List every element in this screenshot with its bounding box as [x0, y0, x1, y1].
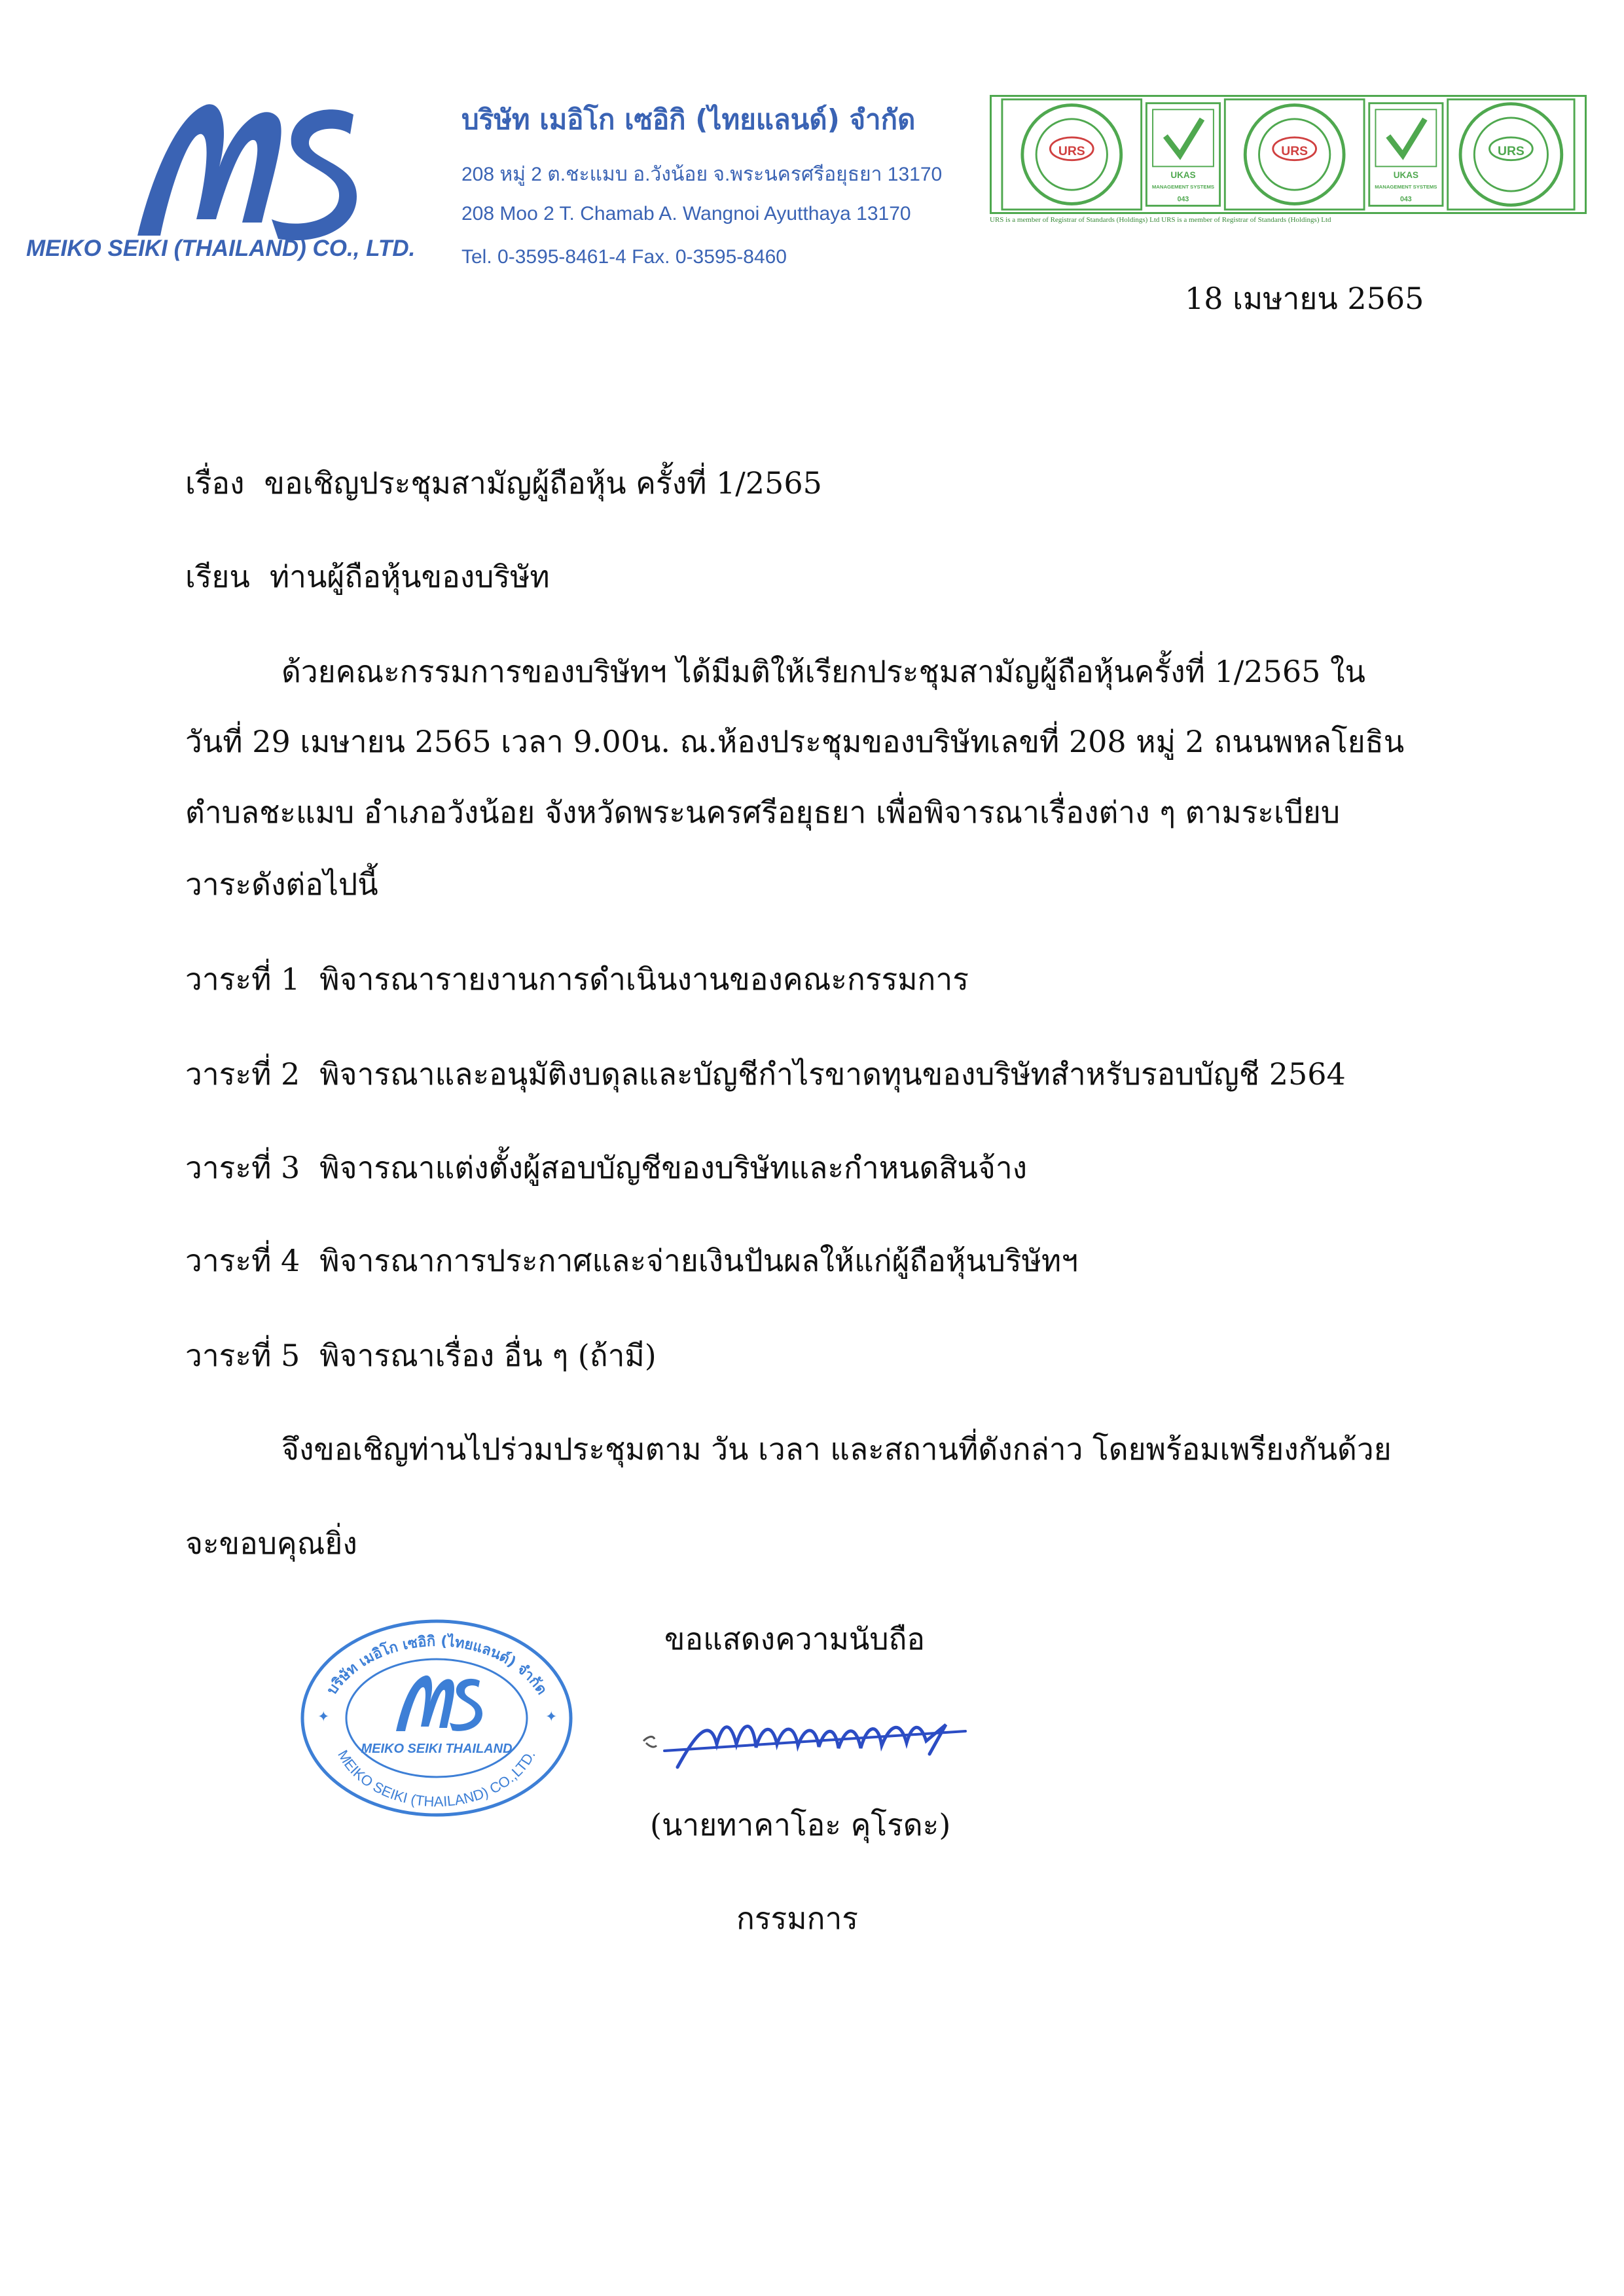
- company-name-th: บริษัท เมอิโก เซอิกิ (ไทยแลนด์) จำกัด: [461, 103, 916, 135]
- agenda-text: พิจารณารายงานการดำเนินงานของคณะกรรมการ: [319, 961, 969, 997]
- body-line-1: ด้วยคณะกรรมการของบริษัทฯ ได้มีมติให้เรียกประชุมสามัญผู้ถือหุ้นครั้งที่ 1/2565 ใน: [281, 654, 1365, 689]
- svg-text:✦: ✦: [545, 1709, 558, 1725]
- letter-date: 18 เมษายน 2565: [1185, 281, 1424, 316]
- body-line-4: วาระดังต่อไปนี้: [185, 867, 378, 902]
- company-address-en: 208 Moo 2 T. Chamab A. Wangnoi Ayutthaya 13170: [461, 203, 911, 224]
- cert-2-sub: MANAGEMENT SYSTEMS: [1151, 184, 1215, 190]
- salutation-text: ท่านผู้ถือหุ้นของบริษัท: [269, 559, 550, 594]
- agenda-label: วาระที่ 4: [185, 1243, 300, 1278]
- agenda-label: วาระที่ 3: [185, 1150, 300, 1185]
- cert-5-label: URS: [1497, 143, 1525, 158]
- subject-text: ขอเชิญประชุมสามัญผู้ถือหุ้น ครั้งที่ 1/2565: [264, 465, 822, 501]
- closing-line-2: จะขอบคุณยิ่ง: [185, 1526, 357, 1561]
- cert-2-label: UKAS: [1170, 170, 1196, 180]
- company-address-th: 208 หมู่ 2 ต.ชะแมบ อ.วังน้อย จ.พระนครศรีอยุธยา 13170: [461, 164, 943, 185]
- agenda-text: พิจารณาและอนุมัติงบดุลและบัญชีกำไรขาดทุนของบริษัทสำหรับรอบบัญชี 2564: [319, 1056, 1346, 1092]
- body-line-3: ตำบลชะแมบ อำเภอวังน้อย จังหวัดพระนครศรีอยุธยา เพื่อพิจารณาเรื่องต่าง ๆ ตามระเบียบ: [185, 795, 1341, 830]
- company-stamp: [298, 1617, 576, 1820]
- agenda-text: พิจารณาแต่งตั้งผู้สอบบัญชีของบริษัทและกำหนดสินจ้าง: [319, 1150, 1028, 1185]
- agenda-item-2: [185, 1050, 1346, 1098]
- cert-4-sub: MANAGEMENT SYSTEMS: [1375, 184, 1437, 190]
- agenda-item-5: [185, 1332, 657, 1380]
- signatory-title: กรรมการ: [736, 1901, 858, 1936]
- agenda-item-1: [185, 956, 969, 1003]
- salutation-label: เรียน: [185, 559, 250, 594]
- handwritten-signature: [638, 1705, 979, 1777]
- agenda-text: พิจารณาเรื่อง อื่น ๆ (ถ้ามี): [319, 1338, 657, 1373]
- certification-logos: [990, 95, 1587, 214]
- stamp-center-text: MEIKO SEIKI THAILAND: [361, 1742, 513, 1756]
- stamp-outer-top: บริษัท เมอิโก เซอิกิ (ไทยแลนด์) จำกัด: [323, 1633, 550, 1698]
- cert-4-code: 043: [1400, 195, 1412, 204]
- closing-line-1: จึงขอเชิญท่านไปร่วมประชุมตาม วัน เวลา และสถานที่ดังกล่าว โดยพร้อมเพรียงกันด้วย: [281, 1431, 1392, 1467]
- cert-2-code: 043: [1177, 195, 1189, 204]
- svg-text:✦: ✦: [317, 1709, 330, 1725]
- body-line-2: วันที่ 29 เมษายน 2565 เวลา 9.00น. ณ.ห้องประชุมของบริษัทเลขที่ 208 หมู่ 2 ถนนพหลโยธิน: [185, 724, 1405, 759]
- cert-3-label: URS: [1281, 143, 1308, 158]
- cert-1-label: URS: [1058, 143, 1085, 158]
- agenda-item-4: [185, 1237, 1078, 1285]
- cert-4-label: UKAS: [1393, 170, 1419, 180]
- sign-off: ขอแสดงความนับถือ: [664, 1621, 926, 1657]
- cert-1-standard: ISO 9001: [1054, 190, 1089, 200]
- company-name-en: MEIKO SEIKI (THAILAND) CO., LTD.: [26, 236, 416, 261]
- salutation-line: [185, 553, 550, 601]
- logo-text: MS: [131, 88, 132, 89]
- cert-3-standard: ISO 14001: [1274, 190, 1314, 200]
- agenda-text: พิจารณาการประกาศและจ่ายเงินปันผลให้แก่ผู้ถือหุ้นบริษัทฯ: [319, 1243, 1079, 1278]
- company-contact: Tel. 0-3595-8461-4 Fax. 0-3595-8460: [461, 246, 787, 268]
- cert-5-standard: IATF 16949: [1489, 190, 1533, 200]
- stamp-outer-bottom: MEIKO SEIKI (THAILAND) CO.,LTD.: [334, 1747, 539, 1810]
- cert-caption: URS is a member of Registrar of Standards (Holdings) Ltd URS is a member of Registrar of Standards (Holdings) Ltd: [990, 216, 1331, 224]
- agenda-label: วาระที่ 1: [185, 961, 300, 997]
- agenda-label: วาระที่ 5: [185, 1338, 300, 1373]
- company-logo: [131, 88, 360, 242]
- agenda-label: วาระที่ 2: [185, 1056, 300, 1092]
- agenda-item-3: [185, 1144, 1027, 1192]
- subject-label: เรื่อง: [185, 465, 245, 501]
- signatory-name: (นายทาคาโอะ คุโรดะ): [650, 1807, 951, 1842]
- subject-line: [185, 459, 822, 507]
